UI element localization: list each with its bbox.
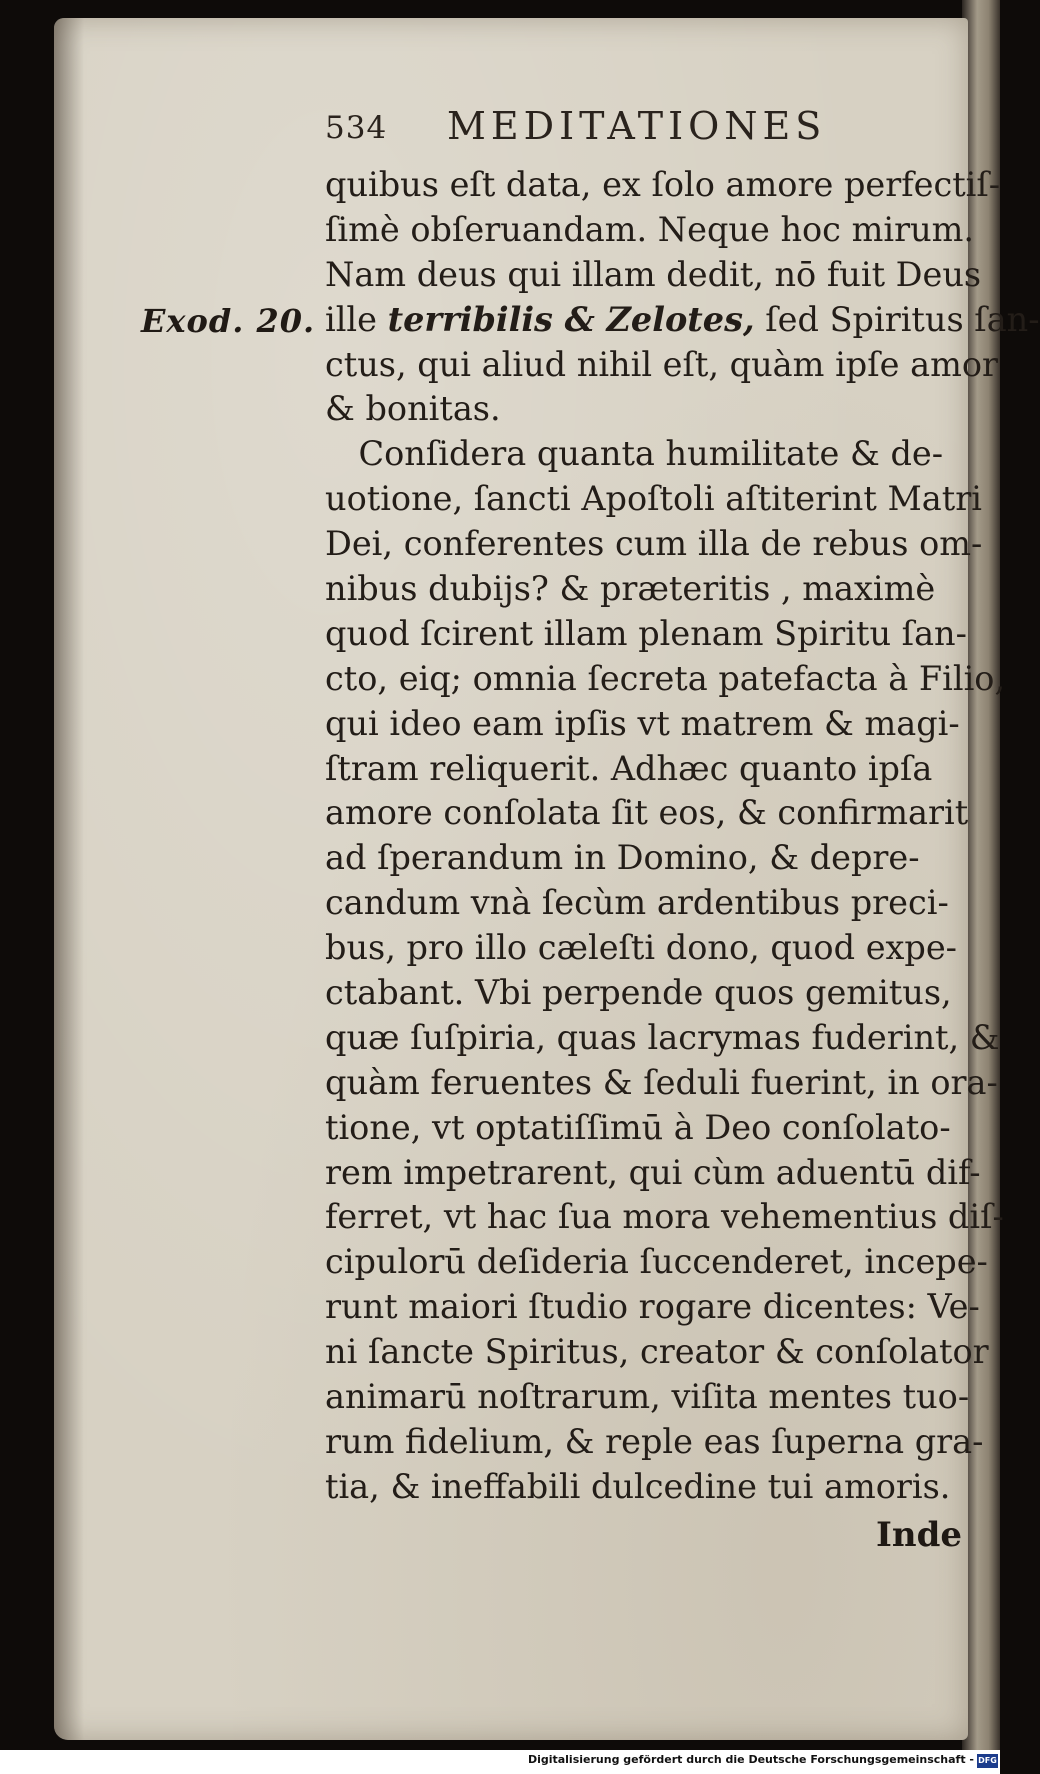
text-line: [325, 1330, 989, 1375]
text-line: [325, 477, 982, 522]
text-line: [325, 791, 969, 836]
text-line: [325, 881, 955, 926]
text-line: [325, 1195, 1004, 1240]
text-line: [325, 567, 955, 612]
text-line: [325, 1016, 1000, 1061]
text-fragment: Conſidera quanta humilitate & de-: [325, 434, 944, 474]
text-line: [325, 253, 982, 298]
text-line: [325, 1151, 981, 1196]
body-text: [325, 163, 1040, 1510]
text-line: [325, 1375, 970, 1420]
text-fragment: terribilis & Zelotes,: [387, 299, 755, 339]
text-line: [325, 1240, 988, 1285]
text-fragment: quod ſcirent illam plenam Spiritu ſan-: [325, 613, 967, 653]
text-fragment: rum fidelium, & reple eas ſuperna gra-: [325, 1421, 984, 1461]
page-header: [325, 104, 925, 154]
text-fragment: ctus, qui aliud nihil eſt, quàm ipſe amor: [325, 344, 999, 384]
text-fragment: candum vnà ſecùm ardentibus preci-: [325, 883, 949, 923]
text-line: [325, 522, 983, 567]
text-fragment: quibus eſt data, ex ſolo amore perfectiſ-: [325, 165, 1001, 204]
dfg-logo: DFG: [977, 1754, 998, 1768]
text-line: [325, 163, 1001, 208]
text-line: [325, 298, 1040, 343]
text-fragment: ſtram reliquerit. Adhæc quanto ipſa: [325, 748, 933, 788]
page-gutter-shadow: [54, 18, 84, 1740]
text-fragment: tione, vt optatiſſimū à Deo conſolato-: [325, 1107, 951, 1147]
text-line: [325, 1465, 955, 1510]
text-fragment: ſed Spiritus ſan-: [754, 299, 1040, 339]
text-fragment: quæ ſuſpiria, quas lacrymas fuderint, &: [325, 1017, 1000, 1057]
catchword: Inde: [875, 1515, 962, 1555]
text-line: [325, 657, 1006, 702]
margin-note: Exod. 20.: [141, 302, 316, 340]
text-line: [325, 387, 955, 432]
text-line: [325, 1106, 955, 1151]
text-fragment: ni ſancte Spiritus, creator & conſolator: [325, 1332, 989, 1372]
text-fragment: bus, pro illo cæleſti dono, quod expe-: [325, 928, 958, 968]
text-fragment: tia, & ineffabili dulcedine tui amoris.: [325, 1466, 951, 1506]
text-fragment: cipulorū deſideria ſuccenderet, incepe-: [325, 1242, 988, 1282]
text-fragment: nibus dubijs? & præteritis , maximè: [325, 569, 936, 609]
text-line: [325, 747, 955, 792]
text-fragment: Dei, conferentes cum illa de rebus om-: [325, 524, 983, 564]
text-line: [325, 1420, 984, 1465]
text-line: [325, 926, 958, 971]
digitization-footer: [0, 1750, 1000, 1774]
text-line: [325, 208, 975, 253]
running-title: MEDITATIONES: [447, 104, 827, 148]
text-line: [325, 1061, 998, 1106]
text-fragment: amore conſolata ſit eos, & confirmarit: [325, 793, 969, 833]
funding-credit: Digitalisierung gefördert durch die Deutsche Forschungsgemeinschaft -: [527, 1753, 974, 1766]
text-fragment: ctabant. Vbi perpende quos gemitus,: [325, 973, 952, 1013]
text-fragment: runt maiori ſtudio rogare dicentes: Ve-: [325, 1287, 980, 1327]
text-fragment: ad ſperandum in Domino, & depre-: [325, 838, 920, 878]
text-line: [325, 612, 967, 657]
text-line: [325, 702, 960, 747]
text-fragment: rem impetrarent, qui cùm aduentū dif-: [325, 1152, 981, 1192]
text-line: [325, 836, 955, 881]
text-fragment: ſimè obſeruandam. Neque hoc mirum.: [325, 209, 975, 249]
text-fragment: & bonitas.: [325, 389, 501, 429]
text-fragment: Nam deus qui illam dedit, nō fuit Deus: [325, 254, 982, 294]
text-fragment: ferret, vt hac ſua mora vehementius diſ-: [325, 1197, 1004, 1237]
text-line: [325, 1285, 980, 1330]
text-line: [325, 343, 999, 388]
text-line: [325, 432, 955, 477]
text-fragment: quàm feruentes & ſeduli fuerint, in ora-: [325, 1062, 998, 1102]
page-number: 534: [325, 110, 388, 146]
text-fragment: ille: [325, 299, 388, 339]
text-fragment: qui ideo eam ipſis vt matrem & magi-: [325, 703, 960, 743]
text-fragment: cto, eiq; omnia ſecreta patefacta à Filio,: [325, 658, 1006, 698]
text-fragment: uotione, ſancti Apoſtoli aſtiterint Matri: [325, 479, 982, 519]
text-fragment: animarū noſtrarum, viſita mentes tuo-: [325, 1377, 970, 1417]
text-line: [325, 971, 955, 1016]
